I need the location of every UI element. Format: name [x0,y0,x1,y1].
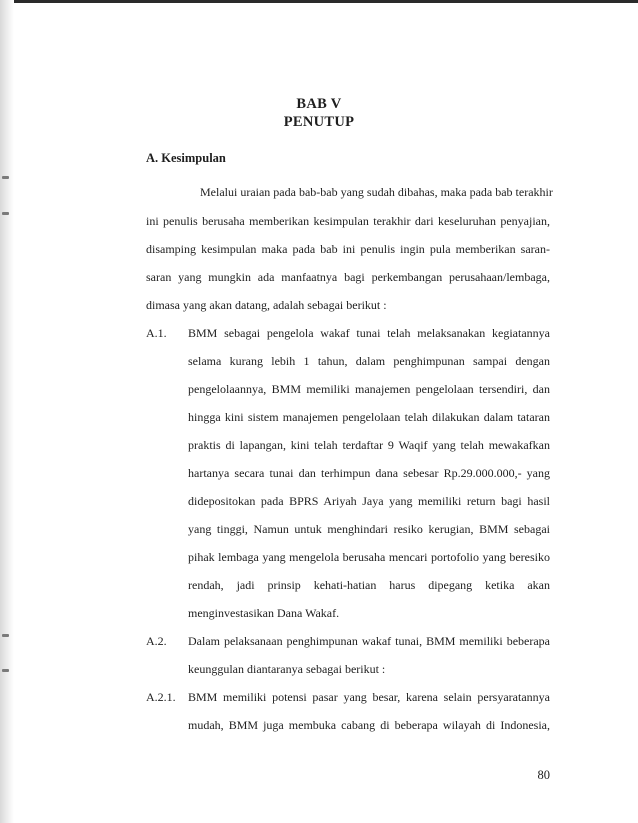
item-line: BMM memiliki potensi pasar yang besar, karena selain persyaratannya [188,690,550,704]
item-line: rendah, jadi prinsip kehati-hatian harus dipegang ketika akan [188,578,550,592]
binding-mark [2,176,9,179]
item-line: yang tinggi, Namun untuk menghindari resiko kerugian, BMM sebagai [188,522,550,536]
item-line: praktis di lapangan, kini telah terdaftar 9 Waqif yang telah mewakafkan [188,438,550,452]
binding-mark [2,634,9,637]
item-line: pengelolaannya, BMM memiliki manajemen pengelolaan tersendiri, dan [188,382,550,396]
binding-mark [2,669,9,672]
intro-line: disamping kesimpulan maka pada bab ini penulis ingin pula memberikan saran- [146,242,550,256]
intro-line: ini penulis berusaha memberikan kesimpulan terakhir dari keseluruhan penyajian, [146,214,550,228]
chapter-number: BAB V [296,96,342,112]
item-line: menginvestasikan Dana Wakaf. [188,606,340,620]
item-line: pihak lembaga yang mengelola berusaha mencari portofolio yang beresiko [188,550,550,564]
scan-top-edge [0,0,638,3]
binding-mark [2,212,9,215]
intro-line: dimasa yang akan datang, adalah sebagai berikut : [146,298,387,312]
item-line: hartanya secara tunai dan terhimpun dana sebesar Rp.29.000.000,- yang [188,466,550,480]
section-heading: A. Kesimpulan [146,151,226,165]
page-number: 80 [537,768,550,782]
item-line: Dalam pelaksanaan penghimpunan wakaf tunai, BMM memiliki beberapa [188,634,550,648]
item-number: A.2. [146,634,167,648]
chapter-title: PENUTUP [283,114,355,130]
item-number: A.2.1. [146,690,176,704]
item-line: selama kurang lebih 1 tahun, dalam penghimpunan sampai dengan [188,354,550,368]
item-line: keunggulan diantaranya sebagai berikut : [188,662,386,676]
item-line: didepositokan pada BPRS Ariyah Jaya yang memiliki return bagi hasil [188,494,550,508]
intro-line: saran yang mungkin ada manfaatnya bagi perkembangan perusahaan/lembaga, [146,270,550,284]
item-line: hingga kini sistem manajemen pengelolaan telah dilakukan dalam tataran [188,410,550,424]
item-number: A.1. [146,326,167,340]
item-line: BMM sebagai pengelola wakaf tunai telah melaksanakan kegiatannya [188,326,550,340]
intro-line: Melalui uraian pada bab-bab yang sudah dibahas, maka pada bab terakhir [200,185,553,199]
item-line: mudah, BMM juga membuka cabang di beberapa wilayah di Indonesia, [188,718,550,732]
